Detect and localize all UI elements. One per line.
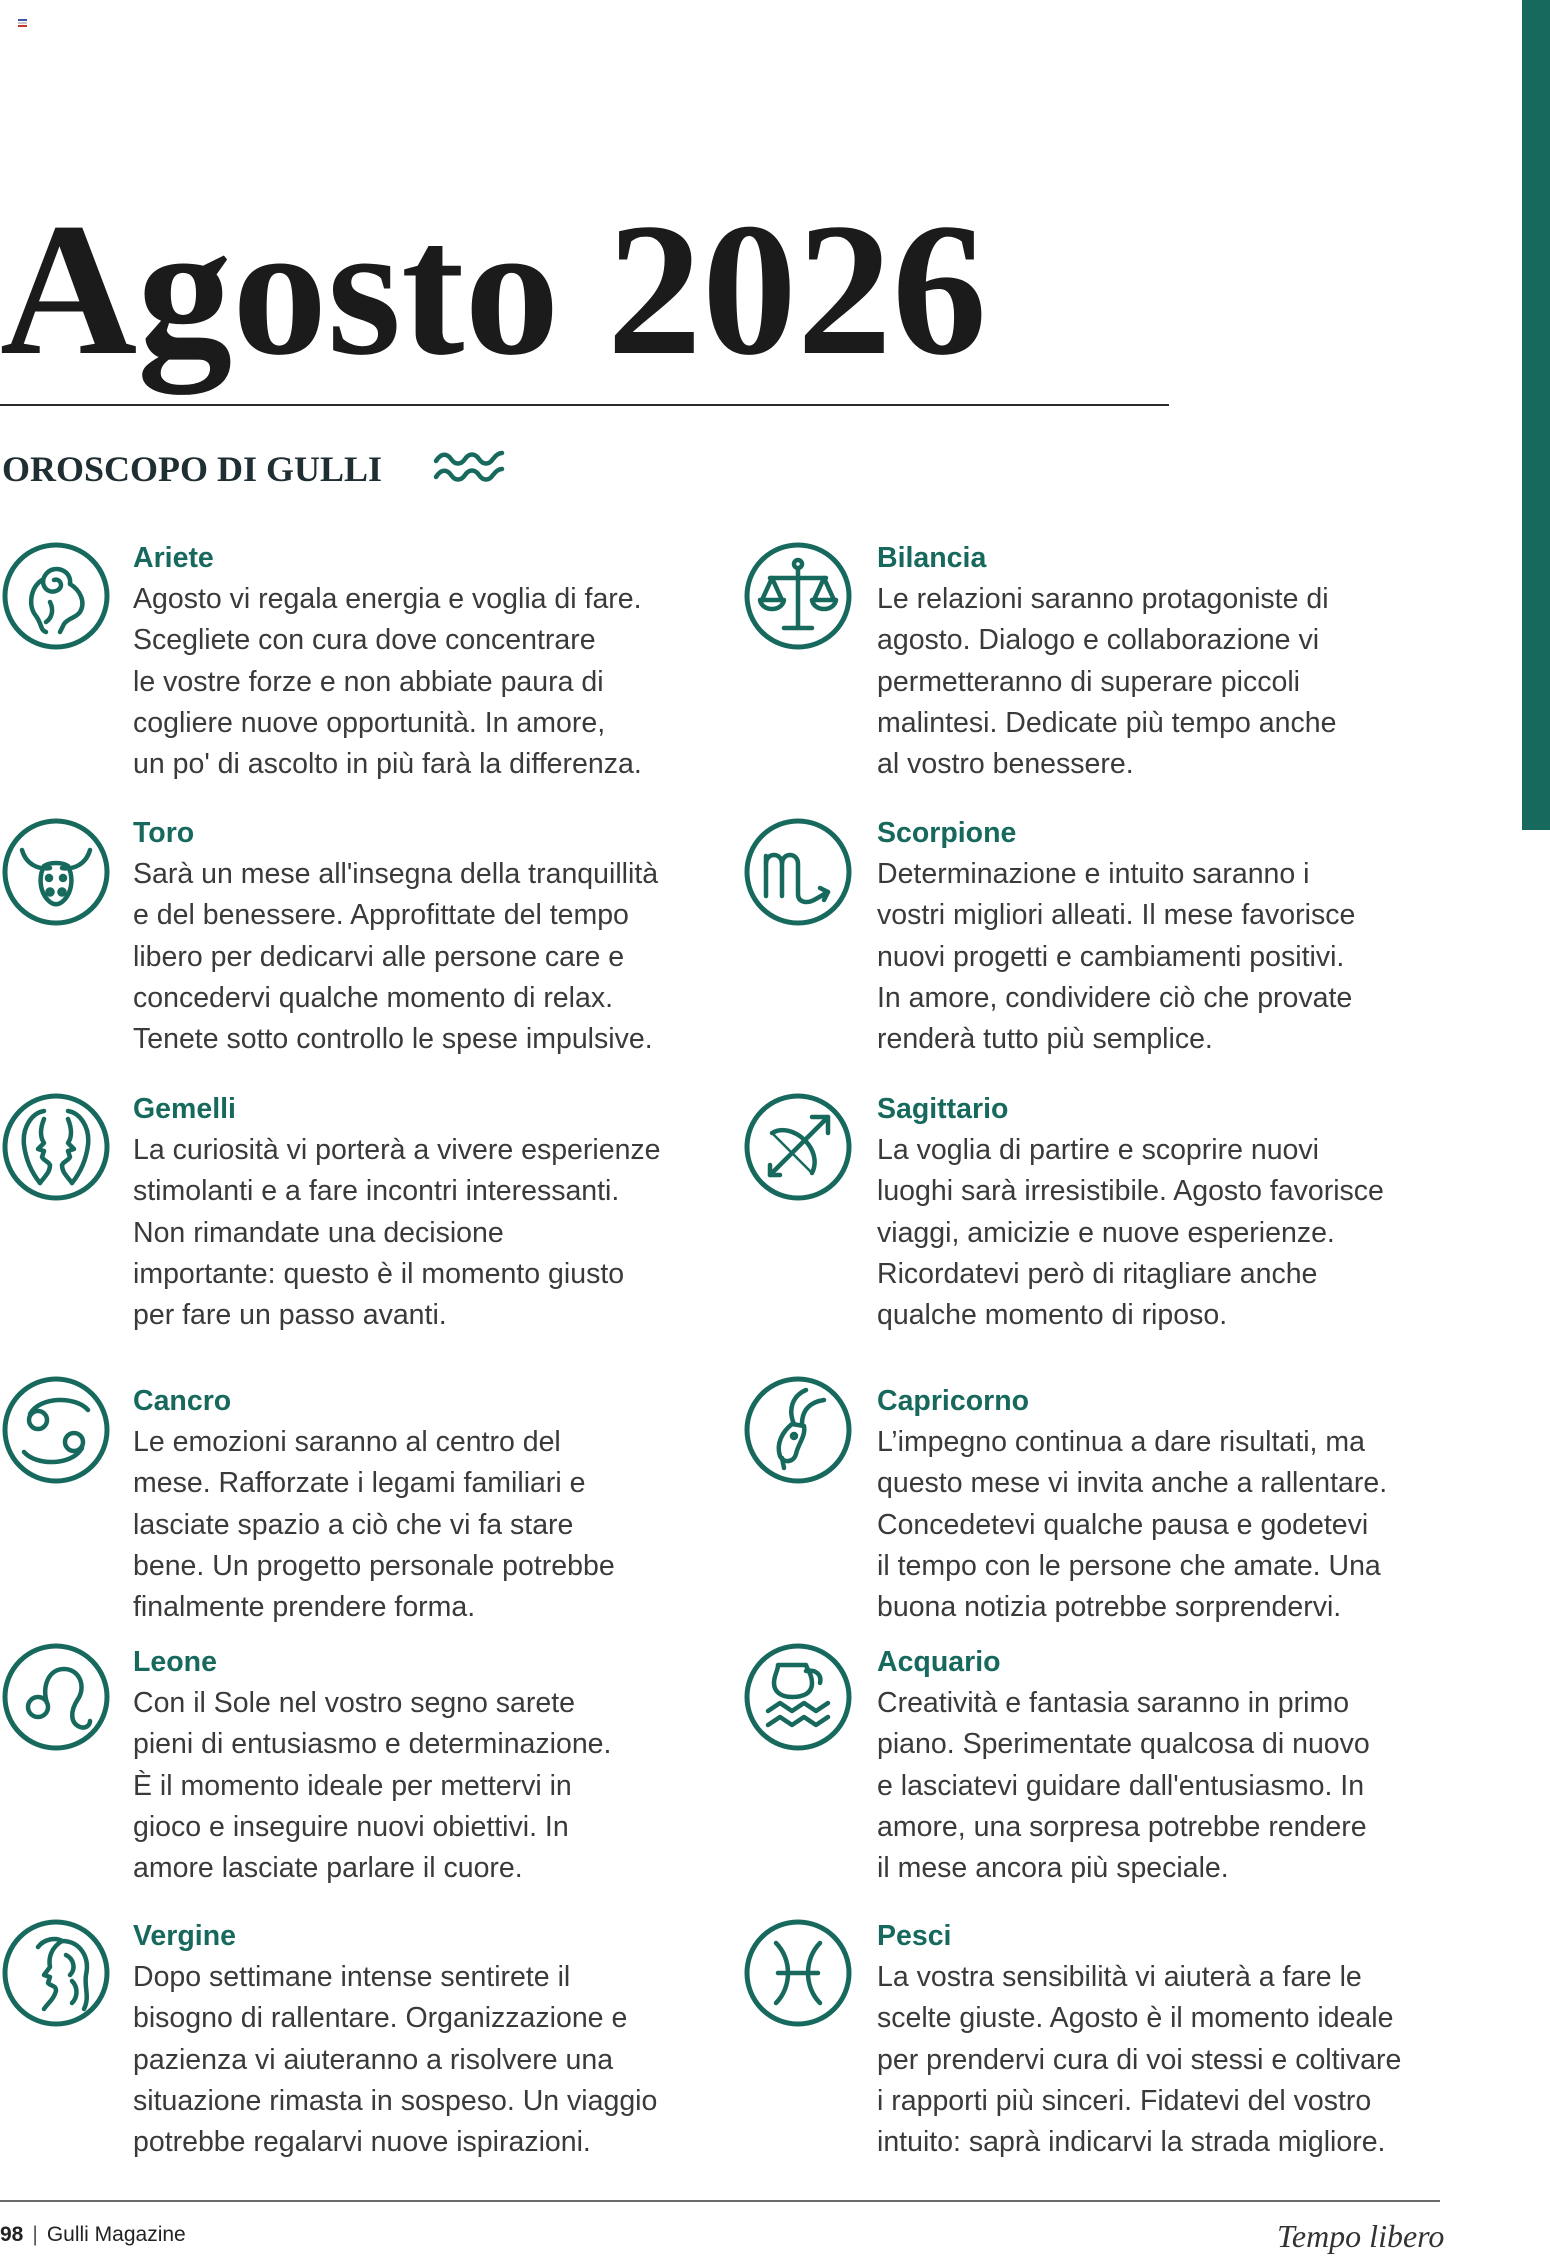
gemini-icon [0,1091,112,1203]
page-title: Agosto 2026 [0,185,987,395]
aquarius-wave-icon [433,447,505,487]
sign-horoscope-text: L’impegno continua a dare risultati, ma questo mese vi invita anche a rallentare. Concedetevi qualche pausa e godetevi il tempo con le persone che amate. Una buona notizia potrebbe sorprendervi. [877,1426,1388,1624]
sign-name: Capricorno [877,1385,1030,1417]
sign-horoscope-text: Sarà un mese all'insegna della tranquillità e del benessere. Approfittate del tempo libero per dedicarvi alle persone care e concedervi qualche momento di relax. Tenete sotto controllo le spese impulsive. [133,858,659,1056]
leo-icon [0,1641,112,1753]
section-color-bar [1522,0,1550,830]
sign-entry-capricorno [877,1381,1477,1628]
page-number: 98 [0,2223,24,2246]
flag-icon [18,19,27,27]
sign-name: Acquario [877,1646,1001,1678]
sign-entry-cancro [133,1381,733,1628]
sign-name: Vergine [133,1920,236,1952]
sign-name: Scorpione [877,817,1017,849]
capricorn-icon [742,1374,854,1486]
sign-name: Leone [133,1646,217,1678]
sign-name: Bilancia [877,542,987,574]
sign-horoscope-text: La vostra sensibilità vi aiuterà a fare le scelte giuste. Agosto è il momento ideale per prendervi cura di voi stessi e coltivare i rapporti più sinceri. Fidatevi del vostro intuito: saprà indicarvi la strada migliore. [877,1961,1402,2159]
title-divider [0,404,1169,406]
sign-horoscope-text: La voglia di partire e scoprire nuovi luoghi sarà irresistibile. Agosto favorisce viaggi, amicizie e nuove esperienze. Ricordatevi però di ritagliare anche qualche momento di riposo. [877,1134,1384,1332]
sign-entry-leone [133,1642,733,1889]
sign-name: Sagittario [877,1093,1009,1125]
sign-entry-acquario [877,1642,1477,1889]
sign-horoscope-text: Agosto vi regala energia e voglia di fare. Scegliete con cura dove concentrare le vostre forze e non abbiate paura di cogliere nuove opportunità. In amore, un po' di ascolto in più farà la differenza. [133,583,642,781]
pisces-icon [742,1917,854,2029]
sign-entry-sagittario [877,1089,1477,1336]
sign-horoscope-text: Dopo settimane intense sentirete il bisogno di rallentare. Organizzazione e pazienza vi aiuteranno a risolvere una situazione rimasta in sospeso. Un viaggio potrebbe regalarvi nuove ispirazioni. [133,1961,658,2159]
sign-entry-vergine [133,1916,733,2163]
aries-icon [0,540,112,652]
sign-name: Gemelli [133,1093,236,1125]
aquarius-icon [742,1641,854,1753]
sign-horoscope-text: Creatività e fantasia saranno in primo piano. Sperimentate qualcosa di nuovo e lasciatevi guidare dall'entusiasmo. In amore, una sorpresa potrebbe rendere il mese ancora più speciale. [877,1687,1370,1885]
sign-entry-toro [133,813,733,1060]
sign-entry-scorpione [877,813,1477,1060]
footer-folio [0,2223,186,2247]
sign-name: Pesci [877,1920,952,1952]
sign-name: Toro [133,817,195,849]
sign-entry-bilancia [877,538,1477,785]
scorpio-icon [742,816,854,928]
sagittarius-icon [742,1091,854,1203]
sign-entry-ariete [133,538,733,785]
section-name: Tempo libero [1277,2218,1445,2254]
sign-horoscope-text: Determinazione e intuito saranno i vostri migliori alleati. Il mese favorisce nuovi progetti e cambiamenti positivi. In amore, condividere ciò che provate renderà tutto più semplice. [877,858,1356,1056]
footer-separator: | [32,2223,38,2246]
sign-name: Ariete [133,542,214,574]
sign-entry-pesci [877,1916,1477,2163]
magazine-name: Gulli Magazine [46,2223,186,2246]
taurus-icon [0,816,112,928]
footer-divider [0,2200,1440,2202]
sign-name: Cancro [133,1385,232,1417]
section-label: OROSCOPO DI GULLI [2,449,383,489]
sign-horoscope-text: La curiosità vi porterà a vivere esperienze stimolanti e a fare incontri interessanti. Non rimandate una decisione importante: questo è il momento giusto per fare un passo avanti. [133,1134,661,1332]
sign-horoscope-text: Con il Sole nel vostro segno sarete pieni di entusiasmo e determinazione. È il momento ideale per mettervi in gioco e inseguire nuovi obiettivi. In amore lasciate parlare il cuore. [133,1687,612,1885]
cancer-icon [0,1374,112,1486]
sign-entry-gemelli [133,1089,733,1336]
virgo-icon [0,1917,112,2029]
libra-icon [742,540,854,652]
sign-horoscope-text: Le relazioni saranno protagoniste di agosto. Dialogo e collaborazione vi permetteranno di superare piccoli malintesi. Dedicate più tempo anche al vostro benessere. [877,583,1337,781]
sign-horoscope-text: Le emozioni saranno al centro del mese. Rafforzate i legami familiari e lasciate spazio a ciò che vi fa stare bene. Un progetto personale potrebbe finalmente prendere forma. [133,1426,615,1624]
